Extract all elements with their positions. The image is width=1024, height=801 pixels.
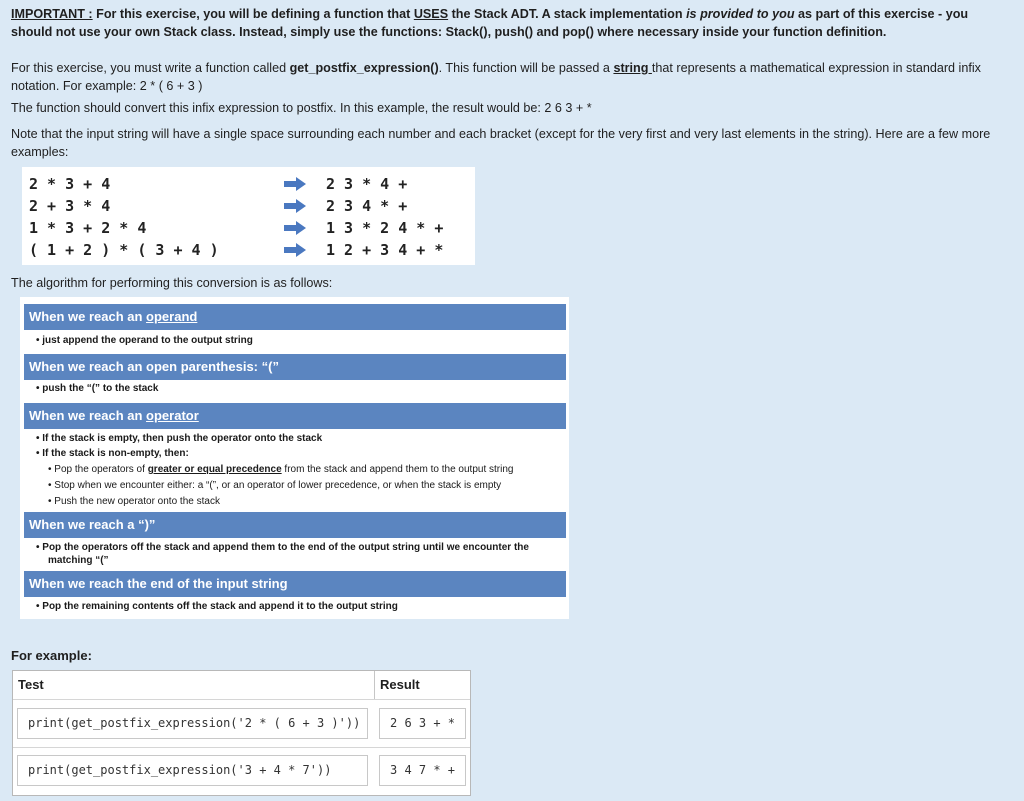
example-infix: 2 + 3 * 4 xyxy=(29,197,111,215)
example-postfix: 1 2 + 3 4 + * xyxy=(326,241,444,259)
test-column-header: Test xyxy=(13,671,375,699)
close-paren-bullet-cont: matching “(” xyxy=(48,555,109,566)
result-cell: 3 4 7 * + xyxy=(379,755,466,786)
example-row xyxy=(29,219,444,241)
example-infix: 2 * 3 + 4 xyxy=(29,175,111,193)
example-infix: ( 1 + 2 ) * ( 3 + 4 ) xyxy=(29,241,219,259)
algorithm-intro: The algorithm for performing this conversion is as follows: xyxy=(11,276,333,290)
row-divider xyxy=(13,747,470,748)
close-paren-bullet: • Pop the operators off the stack and append them to the end of the output string until we encounter the xyxy=(36,542,529,553)
result-column-header: Result xyxy=(380,677,420,692)
end-heading: When we reach the end of the input string xyxy=(24,571,566,597)
operator-subbullet-push: • Push the new operator onto the stack xyxy=(48,496,220,507)
right-arrow-icon xyxy=(284,243,306,257)
note-paragraph: Note that the input string will have a single space surrounding each number and each bracket (except for the very first and very last elements in the string). Here are a few more examples: xyxy=(11,127,991,159)
operator-bullet-empty: • If the stack is empty, then push the operator onto the stack xyxy=(36,433,323,444)
close-paren-heading: When we reach a “)” xyxy=(24,512,566,538)
right-arrow-icon xyxy=(284,177,306,191)
end-bullet: • Pop the remaining contents off the stack and append it to the output string xyxy=(36,601,398,612)
test-cell: print(get_postfix_expression('2 * ( 6 + 3 )')) xyxy=(17,708,368,739)
example-row xyxy=(29,241,444,263)
right-arrow-icon xyxy=(284,199,306,213)
operator-subbullet-pop: • Pop the operators of greater or equal precedence from the stack and append them to the output string xyxy=(48,464,514,475)
for-example-label: For example: xyxy=(11,648,92,663)
result-cell: 2 6 3 + * xyxy=(379,708,466,739)
operator-bullet-nonempty: • If the stack is non-empty, then: xyxy=(36,448,189,459)
example-postfix: 1 3 * 2 4 * + xyxy=(326,219,444,237)
important-notice: IMPORTANT : For this exercise, you will be defining a function that USES the Stack ADT. A stack implementation is provided to you as part of this exercise - you should not use your own Stack class. Instead, simply use the functions: Stack(), push() and pop() where necessary inside your function definition. xyxy=(11,7,969,39)
open-paren-heading: When we reach an open parenthesis: “(” xyxy=(24,354,566,380)
header-divider xyxy=(13,699,470,700)
operator-heading: When we reach an operator xyxy=(24,403,566,429)
example-row xyxy=(29,197,408,219)
string-emphasis: string xyxy=(613,61,652,75)
example-postfix: 2 3 * 4 + xyxy=(326,175,408,193)
operator-subbullet-stop: • Stop when we encounter either: a “(”, or an operator of lower precedence, or when the stack is empty xyxy=(48,480,502,491)
uses-emphasis: USES xyxy=(413,7,449,21)
example-infix: 1 * 3 + 2 * 4 xyxy=(29,219,147,237)
postfix-paragraph: The function should convert this infix expression to postfix. In this example, the result would be: 2 6 3 + * xyxy=(11,101,592,115)
algorithm-box xyxy=(20,297,569,619)
provided-emphasis: is provided to you xyxy=(686,7,795,21)
example-row xyxy=(29,175,408,197)
test-table xyxy=(12,670,471,796)
examples-box xyxy=(22,167,475,265)
right-arrow-icon xyxy=(284,221,306,235)
open-paren-bullet: • push the “(” to the stack xyxy=(36,383,159,394)
operand-heading: When we reach an operand xyxy=(24,304,566,330)
function-name: get_postfix_expression() xyxy=(289,61,439,75)
test-cell: print(get_postfix_expression('3 + 4 * 7')) xyxy=(17,755,368,786)
intro-paragraph: For this exercise, you must write a function called get_postfix_expression(). This function will be passed a string that represents a mathematical expression in standard infix notation. For example: 2 * ( 6 + 3 ) xyxy=(11,61,981,93)
operand-bullet: • just append the operand to the output string xyxy=(36,335,253,346)
important-label: IMPORTANT : xyxy=(11,7,93,21)
example-postfix: 2 3 4 * + xyxy=(326,197,408,215)
